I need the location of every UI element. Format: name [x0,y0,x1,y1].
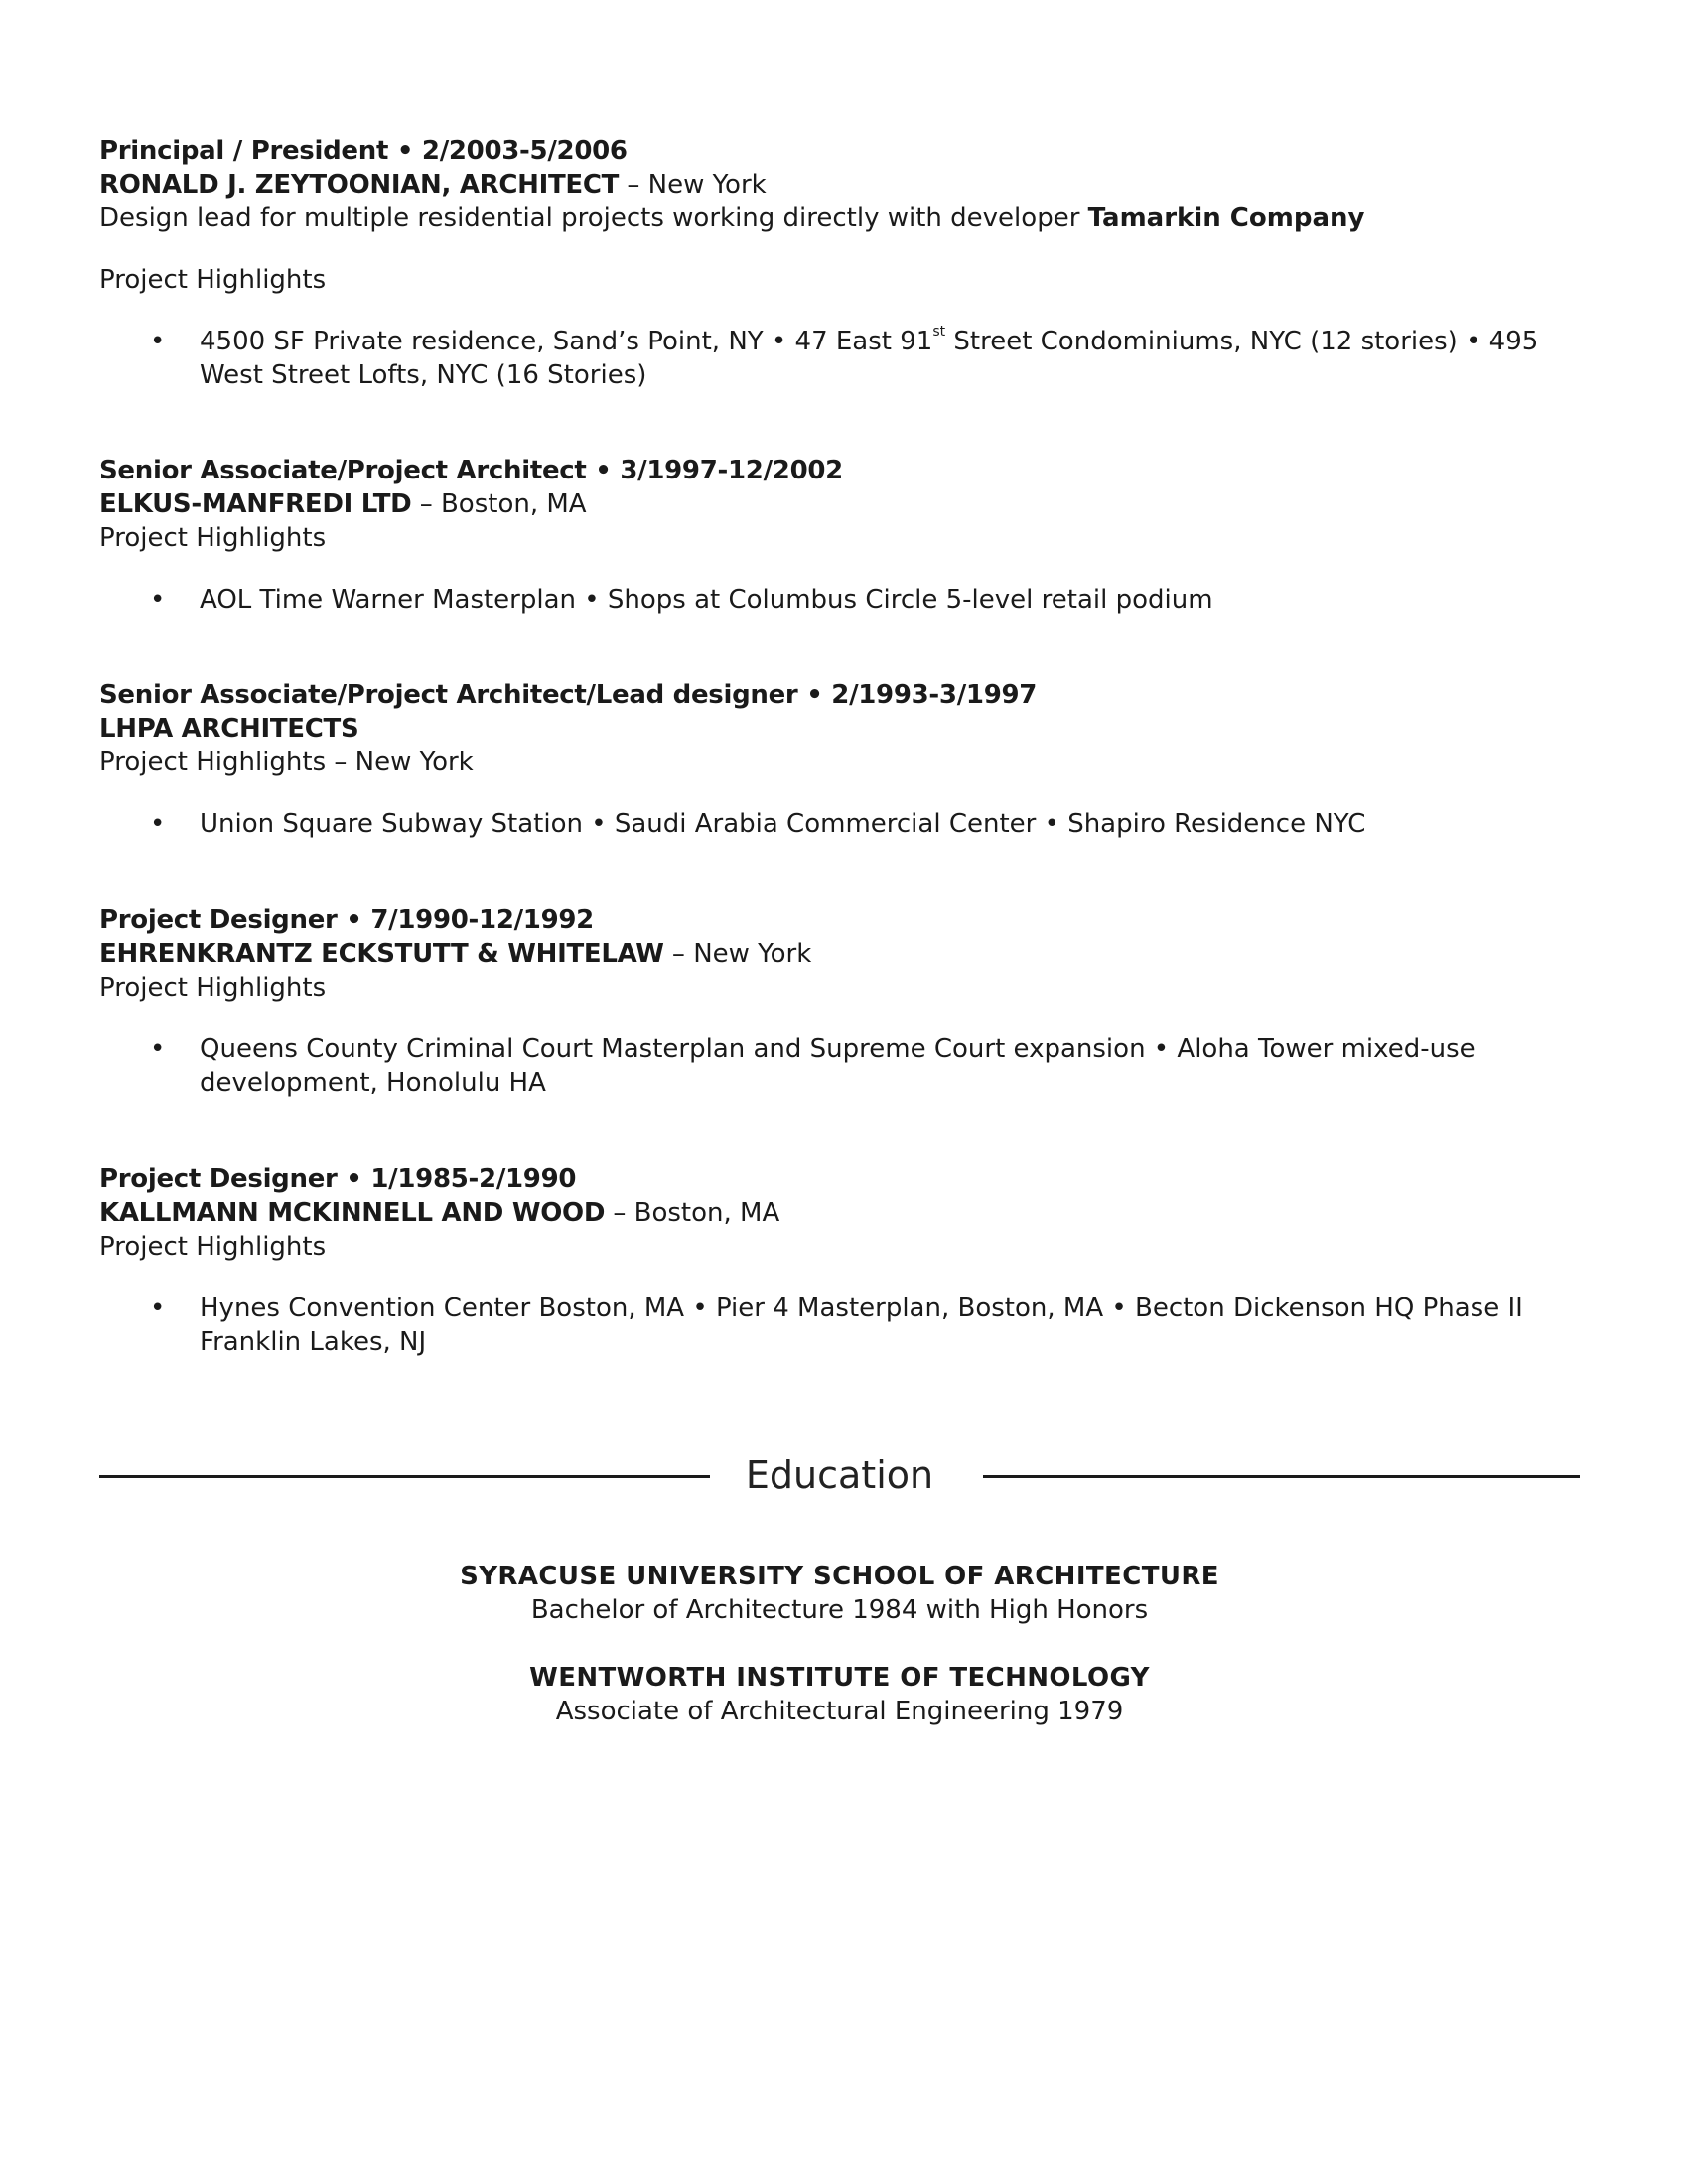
education-section [99,1445,1580,1505]
firm-location: – New York [663,939,812,969]
bullet-icon: • [150,1034,166,1064]
bullet-text: Hynes Convention Center Boston, MA • Pier 4 Masterplan, Boston, MA • Becton Dickenson HQ Phase II [200,1294,1523,1323]
job-entry [99,454,1589,616]
bullet-text: Franklin Lakes, NJ [200,1327,427,1357]
degree: Bachelor of Architecture 1984 with High Honors [530,1595,1149,1625]
firm-location: – Boston, MA [411,489,587,519]
bullet-icon: • [150,327,166,356]
school-entry [99,1560,1580,1627]
bullet-text: Union Square Subway Station • Saudi Arabia Commercial Center • Shapiro Residence NYC [200,809,1366,839]
firm-name: LHPA ARCHITECTS [99,714,359,744]
developer-name: Tamarkin Company [1087,204,1365,233]
firm-name: EHRENKRANTZ ECKSTUTT & WHITELAW [99,939,664,969]
degree: Associate of Architectural Engineering 1979 [555,1697,1124,1726]
bullet-icon: • [150,585,166,614]
job-title: Senior Associate/Project Architect/Lead designer • 2/1993-3/1997 [99,680,1038,710]
firm-name: KALLMANN MCKINNELL AND WOOD [99,1198,606,1228]
school-name: WENTWORTH INSTITUTE OF TECHNOLOGY [529,1663,1150,1693]
job-entry [99,903,1589,1100]
highlights-bullet [99,583,1569,616]
highlights-label: Project Highlights [99,265,327,295]
bullet-icon: • [150,809,166,839]
description-text: Design lead for multiple residential projects working directly with developer [99,204,1088,233]
firm-line [99,168,1589,202]
firm-name: ELKUS-MANFREDI LTD [99,489,412,519]
job-entry [99,678,1589,841]
job-entry [99,1162,1589,1359]
highlights-label: Project Highlights – New York [99,748,474,777]
highlights-bullet [99,1292,1569,1359]
bullet-icon: • [150,1294,166,1323]
highlights-label: Project Highlights [99,523,327,553]
firm-line [99,937,1589,971]
section-heading [99,1445,1580,1505]
school-entry [99,1661,1580,1728]
job-entry [99,134,1589,392]
job-description [99,202,1589,235]
bullet-text: development, Honolulu HA [200,1068,546,1098]
job-title: Senior Associate/Project Architect • 3/1997-12/2002 [99,456,843,485]
education-heading: Education [726,1453,953,1497]
bullet-text: AOL Time Warner Masterplan • Shops at Columbus Circle 5-level retail podium [200,585,1213,614]
firm-location: – New York [619,170,767,200]
highlights-bullet [99,807,1569,841]
highlights-bullet [99,1032,1569,1100]
job-title: Project Designer • 7/1990-12/1992 [99,905,594,935]
firm-line [99,1196,1589,1230]
ordinal-suffix: st [932,324,946,341]
firm-line [99,487,1589,521]
bullet-text: 4500 SF Private residence, Sand’s Point, NY • 47 East 91 [200,327,933,356]
highlights-label: Project Highlights [99,973,327,1003]
firm-location: – Boston, MA [605,1198,780,1228]
bullet-text: Street Condominiums, NYC (12 stories) • 495 [945,327,1539,356]
highlights-label: Project Highlights [99,1232,327,1262]
job-title: Principal / President • 2/2003-5/2006 [99,136,628,166]
school-name: SYRACUSE UNIVERSITY SCHOOL OF ARCHITECTURE [460,1562,1219,1591]
firm-name: RONALD J. ZEYTOONIAN, ARCHITECT [99,170,620,200]
bullet-text: Queens County Criminal Court Masterplan and Supreme Court expansion • Aloha Tower mixed-use [200,1034,1476,1064]
firm-line [99,712,1589,746]
highlights-bullet [99,325,1569,392]
bullet-text: West Street Lofts, NYC (16 Stories) [200,360,647,390]
job-title: Project Designer • 1/1985-2/1990 [99,1164,577,1194]
